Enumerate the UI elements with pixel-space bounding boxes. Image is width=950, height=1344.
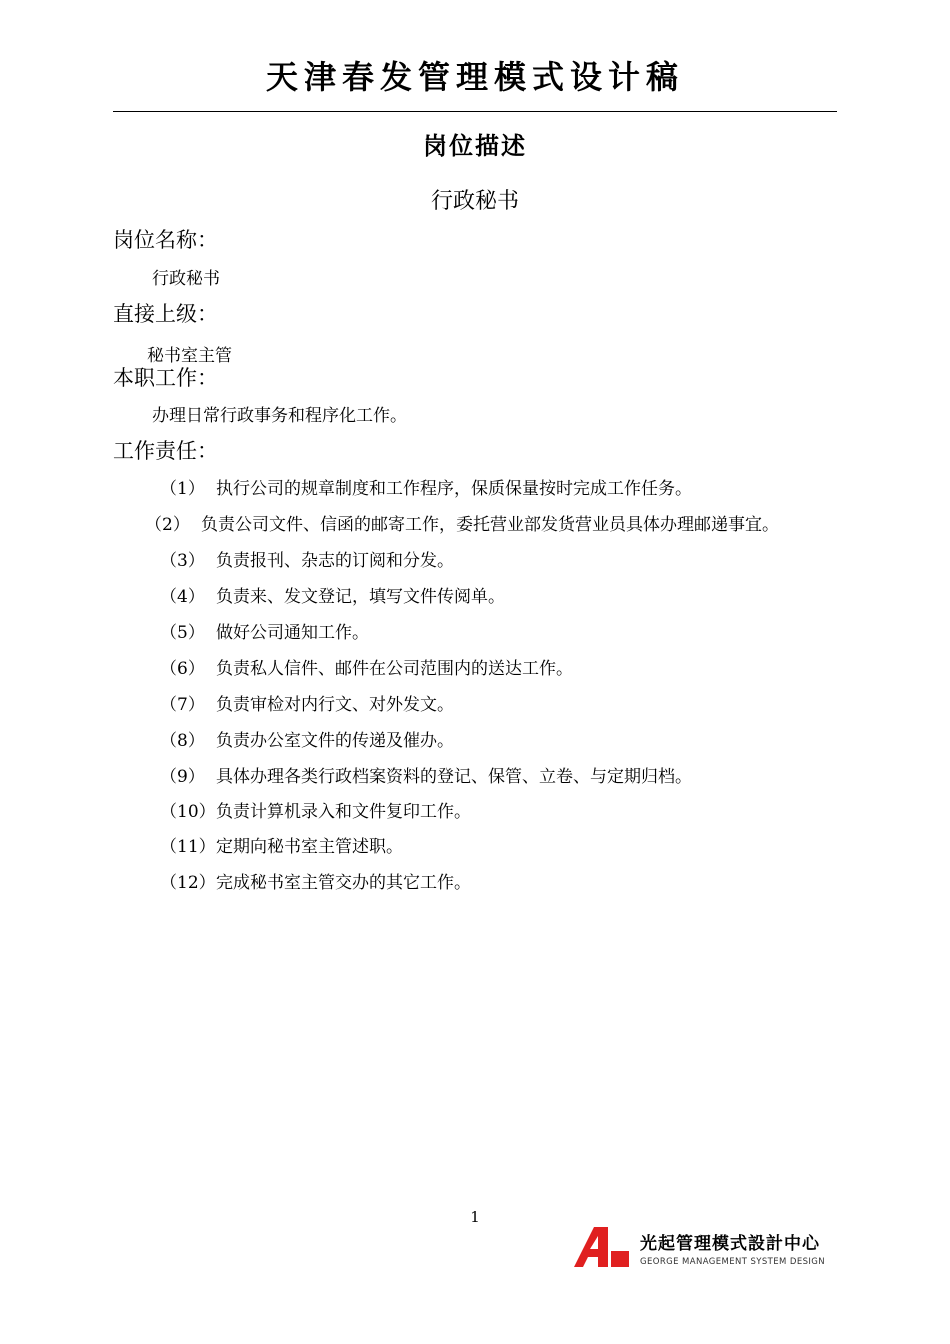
responsibility-text: 负责报刊、杂志的订阅和分发。 bbox=[216, 551, 454, 571]
responsibility-item bbox=[160, 582, 505, 607]
responsibility-number: （1） bbox=[160, 479, 205, 499]
responsibility-item bbox=[160, 726, 454, 751]
direct-superior-value: 秘书室主管 bbox=[147, 346, 232, 366]
responsibility-item bbox=[160, 868, 471, 893]
responsibility-number: （4） bbox=[160, 587, 205, 607]
responsibility-number: （6） bbox=[160, 659, 205, 679]
responsibility-item bbox=[145, 510, 779, 535]
responsibility-text: 执行公司的规章制度和工作程序，保质保量按时完成工作任务。 bbox=[216, 479, 692, 499]
footer-logo bbox=[574, 1227, 844, 1271]
responsibility-item bbox=[160, 654, 573, 679]
responsibility-number: （7） bbox=[160, 695, 205, 715]
responsibility-item bbox=[160, 546, 454, 571]
responsibility-text: 负责公司文件、信函的邮寄工作，委托营业部发货营业员具体办理邮递事宜。 bbox=[201, 515, 779, 535]
position-name-label: 岗位名称： bbox=[113, 228, 218, 252]
responsibility-number: （2） bbox=[145, 515, 190, 535]
responsibility-item bbox=[160, 832, 403, 857]
responsibility-number: （8） bbox=[160, 731, 205, 751]
direct-superior-label: 直接上级： bbox=[113, 302, 218, 326]
responsibility-number: （11） bbox=[160, 837, 216, 857]
responsibility-text: 做好公司通知工作。 bbox=[216, 623, 369, 643]
logo-name: 光起管理模式設計中心 bbox=[640, 1234, 820, 1254]
responsibility-text: 负责私人信件、邮件在公司范围内的送达工作。 bbox=[216, 659, 573, 679]
job-title: 行政秘书 bbox=[430, 189, 519, 214]
responsibility-text: 负责审检对内行文、对外发文。 bbox=[216, 695, 454, 715]
document-header-title: 天津春发管理模式设计稿 bbox=[265, 58, 684, 96]
responsibilities-label: 工作责任： bbox=[113, 439, 218, 463]
logo-subtitle: GEORGE MANAGEMENT SYSTEM DESIGN bbox=[640, 1257, 826, 1267]
main-duty-label: 本职工作： bbox=[113, 366, 218, 390]
responsibility-text: 负责办公室文件的传递及催办。 bbox=[216, 731, 454, 751]
responsibility-item bbox=[160, 690, 454, 715]
responsibility-number: （5） bbox=[160, 623, 205, 643]
responsibility-text: 负责计算机录入和文件复印工作。 bbox=[216, 802, 471, 822]
responsibility-text: 具体办理各类行政档案资料的登记、保管、立卷、与定期归档。 bbox=[216, 767, 692, 787]
responsibility-number: （3） bbox=[160, 551, 205, 571]
letter-a-logo-icon bbox=[574, 1227, 634, 1267]
responsibility-number: （12） bbox=[160, 873, 216, 893]
header-divider bbox=[113, 111, 837, 112]
position-name-value: 行政秘书 bbox=[152, 269, 220, 289]
responsibility-text: 定期向秘书室主管述职。 bbox=[216, 837, 403, 857]
main-duty-value: 办理日常行政事务和程序化工作。 bbox=[152, 406, 407, 426]
responsibility-item bbox=[160, 797, 471, 822]
responsibility-item bbox=[160, 762, 692, 787]
section-title: 岗位描述 bbox=[423, 132, 527, 160]
responsibility-number: （10） bbox=[160, 802, 216, 822]
responsibility-number: （9） bbox=[160, 767, 205, 787]
responsibility-item bbox=[160, 618, 369, 643]
responsibility-item bbox=[160, 474, 692, 499]
responsibility-text: 完成秘书室主管交办的其它工作。 bbox=[216, 873, 471, 893]
responsibility-text: 负责来、发文登记，填写文件传阅单。 bbox=[216, 587, 505, 607]
page-number: 1 bbox=[470, 1208, 480, 1226]
